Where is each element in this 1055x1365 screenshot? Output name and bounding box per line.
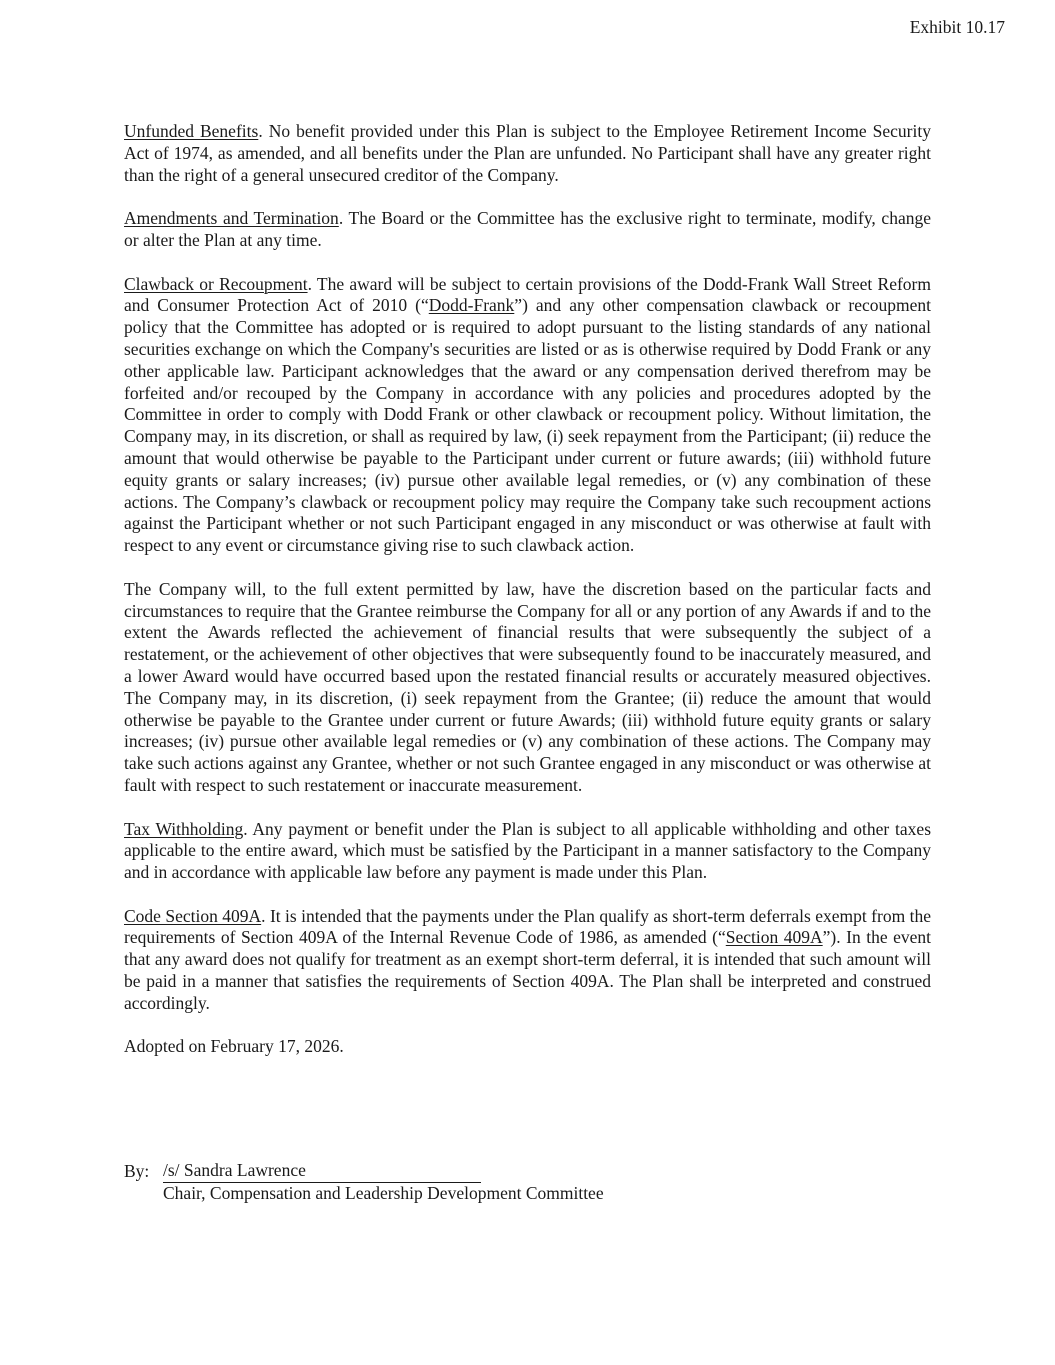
- signer-title: Chair, Compensation and Leadership Development Committee: [163, 1182, 604, 1203]
- unfunded-benefits-text: . No benefit provided under this Plan is subject to the Employee Retirement Income Security Act of 1974, as amended, and all benefits under the Plan are unfunded. No Participant shall have any greater right than the right of a general unsecured creditor of the Company.: [124, 121, 931, 185]
- reimbursement-paragraph: The Company will, to the full extent permitted by law, have the discretion based on the particular facts and circumstances to require that the Grantee reimburse the Company for all or any portion of any Awards if and to the extent the Awards reflected the achievement of financial results that were subsequently the subject of a restatement, or the achievement of other objectives that were subsequently found to be inaccurately measured, and a lower Award would have occurred based upon the restated financial results or accurately measured objectives. The Company may, in its discretion, (i) seek repayment from the Grantee; (ii) reduce the amount that would otherwise be payable to the Grantee under current or future Awards; (iii) withhold future equity grants or salary increases; (iv) pursue other available legal remedies or (v) any combination of these actions. The Company may take such actions against any Grantee, whether or not such Grantee engaged in any misconduct or was otherwise at fault with respect to such restatement or inaccurate measurement.: [124, 578, 931, 795]
- exhibit-number: Exhibit 10.17: [909, 17, 1005, 37]
- unfunded-benefits-paragraph: [124, 121, 931, 186]
- signature-block: [124, 1161, 604, 1205]
- clawback-paragraph: [124, 274, 931, 557]
- unfunded-benefits-heading: Unfunded Benefits: [124, 121, 259, 141]
- clawback-text-1: . The award will be subject to certain provisions of the Dodd-Frank Wall Street Reform and Consumer Protection Act of 2010 (“: [124, 273, 931, 316]
- signer-name: /s/ Sandra Lawrence: [163, 1161, 481, 1183]
- clawback-text-2: ”) and any other compensation clawback or recoupment policy that the Committee has adopted or is required to adopt pursuant to the listing standards of any national securities exchange on which the Company's securities are listed or as is otherwise required by Dodd Frank or any other applicable law. Participant acknowledges that the award or any compensation derived therefrom may be forfeited and/or recouped by the Company in accordance with any policies and procedures adopted by the Committee in order to comply with Dodd Frank or other clawback or recoupment policy. Without limitation, the Company may, in its discretion, or shall as required by law, (i) seek repayment from the Participant; (ii) reduce the amount that would otherwise be payable to the Participant under current or future awards; (iii) withhold future equity grants or salary increases; (iv) pursue other available legal remedies, or (v) any combination of these actions. The Company’s clawback or recoupment policy may require the Company take such recoupment actions against the Participant whether or not such Participant engaged in any misconduct or was otherwise at fault with respect to any event or circumstance giving rise to such clawback action.: [124, 295, 931, 556]
- section-409a-defined-term: Section 409A: [725, 927, 823, 948]
- section-409a-heading: Code Section 409A: [124, 905, 262, 926]
- dodd-frank-defined-term: Dodd-Frank: [428, 295, 515, 316]
- document-body: [124, 121, 931, 1080]
- amendments-heading: Amendments and Termination: [124, 208, 339, 229]
- section-409a-text-1: . It is intended that the payments under the Plan qualify as short-term deferrals exempt from the requirements of Section 409A of the Internal Revenue Code of 1986, as amended (“: [124, 905, 931, 948]
- clawback-heading: Clawback or Recoupment: [124, 273, 308, 294]
- by-label: By:: [124, 1161, 150, 1181]
- signature-line-row: [124, 1161, 604, 1183]
- tax-withholding-text: . Any payment or benefit under the Plan is subject to all applicable withholding and other taxes applicable to the entire award, which must be satisfied by the Participant in a manner satisfactory to the Company and in accordance with applicable law before any payment is made under this Plan.: [124, 818, 931, 883]
- section-409a-text-2: ”). In the event that any award does not qualify for treatment as an exempt short-term deferral, it is intended that such amount will be paid in a manner that satisfies the requirements of Section 409A. The Plan shall be interpreted and construed accordingly.: [124, 927, 931, 1013]
- amendments-text: . The Board or the Committee has the exclusive right to terminate, modify, change or alter the Plan at any time.: [124, 208, 931, 250]
- section-409a-paragraph: [124, 906, 931, 1015]
- amendments-paragraph: [124, 208, 931, 252]
- adopted-date: Adopted on February 17, 2026.: [124, 1036, 344, 1057]
- tax-withholding-paragraph: [124, 819, 931, 884]
- tax-withholding-heading: Tax Withholding: [124, 818, 244, 839]
